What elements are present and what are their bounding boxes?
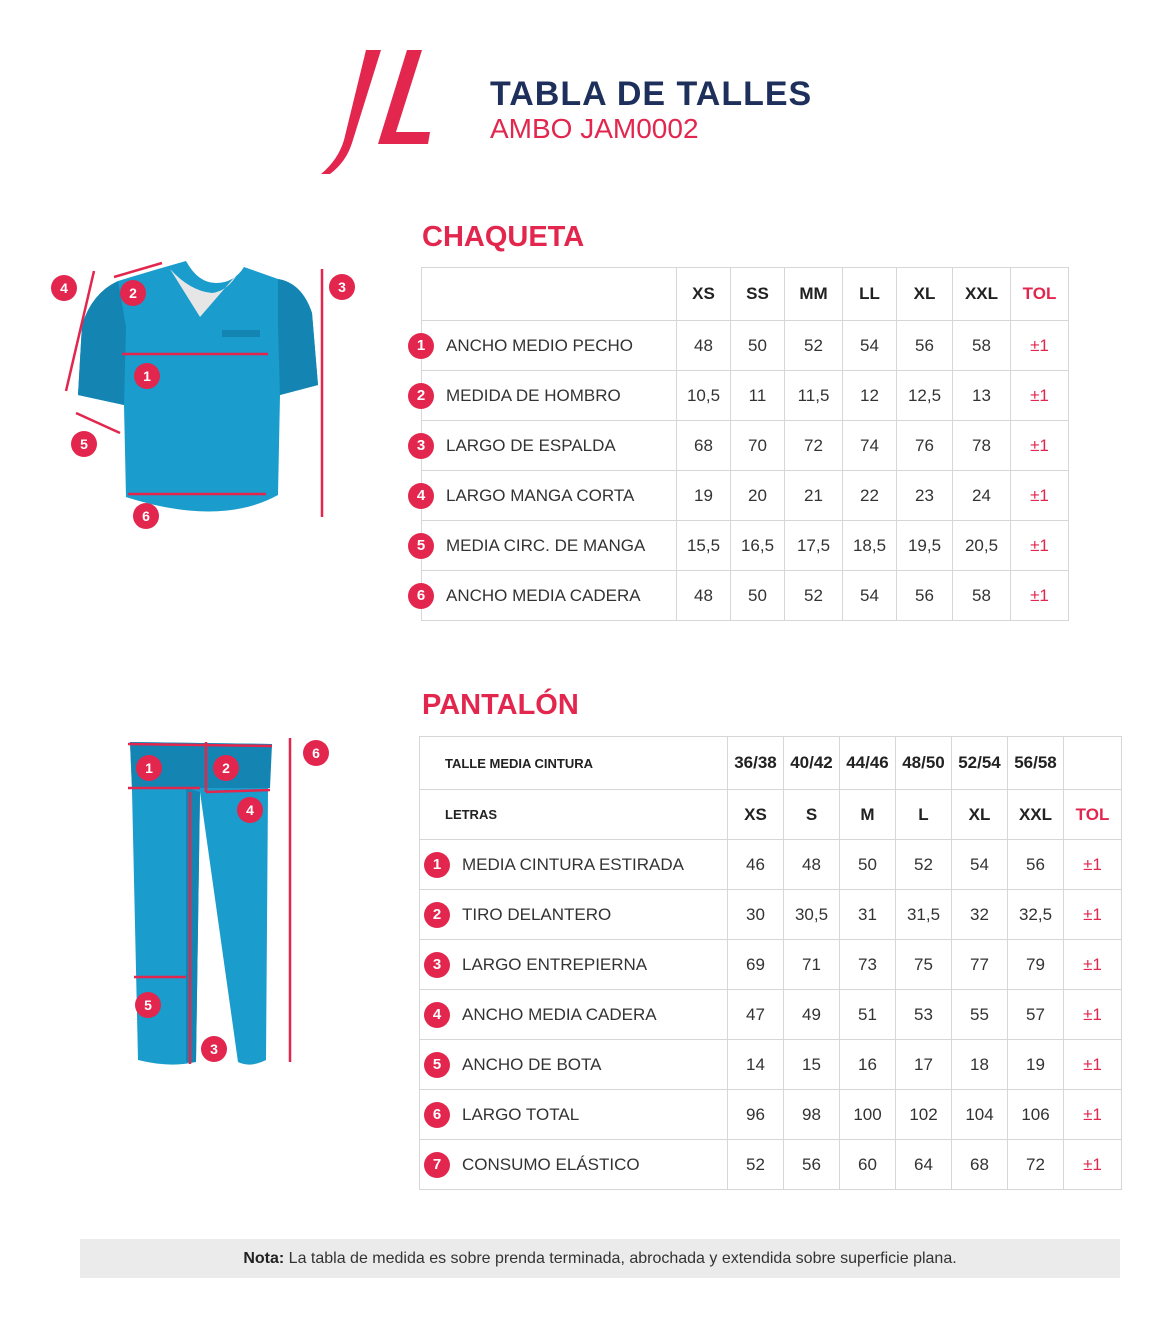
value-cell: 56 <box>897 321 953 371</box>
table-row <box>422 521 1069 571</box>
value-cell: 68 <box>677 421 731 471</box>
tolerance-cell: ±1 <box>1064 1140 1122 1190</box>
value-cell: 32 <box>952 890 1008 940</box>
svg-text:6: 6 <box>312 745 320 761</box>
marker-2 <box>120 280 146 306</box>
row-number-badge: 2 <box>408 383 434 409</box>
value-cell: 12,5 <box>897 371 953 421</box>
row-label <box>420 890 728 940</box>
waist-size-cell: 40/42 <box>784 737 840 790</box>
waist-size-cell: 52/54 <box>952 737 1008 790</box>
value-cell: 15,5 <box>677 521 731 571</box>
right-sleeve <box>278 279 318 395</box>
size-header: XS <box>677 268 731 321</box>
value-cell: 16 <box>840 1040 896 1090</box>
waist-size-cell: 36/38 <box>728 737 784 790</box>
size-header: MM <box>785 268 843 321</box>
size-header: SS <box>731 268 785 321</box>
svg-text:5: 5 <box>144 997 152 1013</box>
marker-6 <box>303 740 329 766</box>
value-cell: 102 <box>896 1090 952 1140</box>
tolerance-cell: ±1 <box>1064 890 1122 940</box>
waist-size-cell: 56/58 <box>1008 737 1064 790</box>
value-cell: 77 <box>952 940 1008 990</box>
value-cell: 57 <box>1008 990 1064 1040</box>
svg-text:3: 3 <box>338 279 346 295</box>
value-cell: 19 <box>1008 1040 1064 1090</box>
value-cell: 48 <box>677 571 731 621</box>
row-label-text: ANCHO MEDIO PECHO <box>446 335 634 355</box>
row-number-badge: 5 <box>408 533 434 559</box>
value-cell: 18,5 <box>843 521 897 571</box>
marker-4 <box>51 275 77 301</box>
svg-text:4: 4 <box>60 280 68 296</box>
value-cell: 96 <box>728 1090 784 1140</box>
row-label-text: LARGO TOTAL <box>462 1104 580 1124</box>
svg-text:3: 3 <box>210 1041 218 1057</box>
value-cell: 73 <box>840 940 896 990</box>
row-label-text: CONSUMO ELÁSTICO <box>462 1154 640 1174</box>
row-label-text: ANCHO MEDIA CADERA <box>446 585 641 605</box>
left-sleeve <box>78 281 126 405</box>
marker-1 <box>136 755 162 781</box>
value-cell: 69 <box>728 940 784 990</box>
row-label <box>416 521 677 571</box>
size-header: XL <box>952 790 1008 840</box>
row-label-text: MEDIA CINTURA ESTIRADA <box>462 854 684 874</box>
value-cell: 46 <box>728 840 784 890</box>
size-header: M <box>840 790 896 840</box>
chaqueta-size-table <box>416 267 1069 621</box>
row-label <box>420 1090 728 1140</box>
note-label: Nota: <box>243 1250 285 1267</box>
value-cell: 10,5 <box>677 371 731 421</box>
marker-6 <box>133 503 159 529</box>
value-cell: 74 <box>843 421 897 471</box>
row-label <box>416 421 677 471</box>
table-row <box>420 1140 1122 1190</box>
letters-row <box>420 790 1122 840</box>
row-label <box>420 840 728 890</box>
row-number-badge: 1 <box>408 333 434 359</box>
marker-3 <box>329 274 355 300</box>
value-cell: 20 <box>731 471 785 521</box>
page-title: TABLA DE TALLES <box>490 75 813 113</box>
value-cell: 98 <box>784 1090 840 1140</box>
value-cell: 55 <box>952 990 1008 1040</box>
row-label <box>420 1040 728 1090</box>
value-cell: 53 <box>896 990 952 1040</box>
tolerance-cell: ±1 <box>1011 571 1069 621</box>
value-cell: 16,5 <box>731 521 785 571</box>
value-cell: 20,5 <box>953 521 1011 571</box>
value-cell: 54 <box>843 571 897 621</box>
row-label-text: LARGO DE ESPALDA <box>446 435 616 455</box>
row-number-badge: 4 <box>424 1002 450 1028</box>
value-cell: 106 <box>1008 1090 1064 1140</box>
tolerance-cell: ±1 <box>1011 471 1069 521</box>
tolerance-cell: ±1 <box>1064 1040 1122 1090</box>
row-label <box>416 571 677 621</box>
value-cell: 104 <box>952 1090 1008 1140</box>
value-cell: 56 <box>897 571 953 621</box>
value-cell: 52 <box>896 840 952 890</box>
svg-text:5: 5 <box>80 436 88 452</box>
value-cell: 50 <box>731 571 785 621</box>
marker-2 <box>213 755 239 781</box>
value-cell: 52 <box>785 571 843 621</box>
tolerance-cell: ±1 <box>1064 1090 1122 1140</box>
pantalon-size-table <box>419 736 1122 1190</box>
tolerance-cell: ±1 <box>1011 321 1069 371</box>
footer-note <box>80 1239 1120 1278</box>
table-header-row <box>422 268 1069 321</box>
value-cell: 58 <box>953 571 1011 621</box>
value-cell: 50 <box>731 321 785 371</box>
row-label-text: TIRO DELANTERO <box>462 904 612 924</box>
table-row <box>422 571 1069 621</box>
svg-text:1: 1 <box>143 368 151 384</box>
tolerance-header: TOL <box>1064 790 1122 840</box>
value-cell: 31 <box>840 890 896 940</box>
table-row <box>422 471 1069 521</box>
value-cell: 21 <box>785 471 843 521</box>
value-cell: 72 <box>1008 1140 1064 1190</box>
row-label-text: LARGO MANGA CORTA <box>446 485 635 505</box>
row-number-badge: 3 <box>408 433 434 459</box>
row-number-badge: 6 <box>424 1102 450 1128</box>
marker-4 <box>237 797 263 823</box>
size-header: LL <box>843 268 897 321</box>
marker-3 <box>201 1036 227 1062</box>
pants-diagram <box>110 730 350 1070</box>
value-cell: 11 <box>731 371 785 421</box>
svg-text:4: 4 <box>246 802 254 818</box>
value-cell: 54 <box>952 840 1008 890</box>
value-cell: 60 <box>840 1140 896 1190</box>
value-cell: 32,5 <box>1008 890 1064 940</box>
table-row <box>420 1090 1122 1140</box>
row-label-text: MEDIA CIRC. DE MANGA <box>446 535 646 555</box>
value-cell: 78 <box>953 421 1011 471</box>
table-row <box>420 940 1122 990</box>
value-cell: 64 <box>896 1140 952 1190</box>
value-cell: 11,5 <box>785 371 843 421</box>
table-row <box>420 1040 1122 1090</box>
product-code: AMBO JAM0002 <box>490 113 699 144</box>
row-label <box>420 940 728 990</box>
tolerance-cell: ±1 <box>1011 421 1069 471</box>
value-cell: 51 <box>840 990 896 1040</box>
size-header: L <box>896 790 952 840</box>
size-header: XS <box>728 790 784 840</box>
value-cell: 48 <box>784 840 840 890</box>
row-label <box>420 1140 728 1190</box>
svg-text:6: 6 <box>142 508 150 524</box>
row-label-text: LARGO ENTREPIERNA <box>462 954 648 974</box>
tolerance-header: TOL <box>1011 268 1069 321</box>
empty-header-cell <box>1064 737 1122 790</box>
row-number-badge: 6 <box>408 583 434 609</box>
waist-size-cell: 48/50 <box>896 737 952 790</box>
tolerance-cell: ±1 <box>1064 990 1122 1040</box>
row-label-text: MEDIDA DE HOMBRO <box>446 385 621 405</box>
value-cell: 58 <box>953 321 1011 371</box>
value-cell: 19 <box>677 471 731 521</box>
table-row <box>422 371 1069 421</box>
svg-text:2: 2 <box>222 760 230 776</box>
jacket-diagram <box>40 255 370 545</box>
size-header: XXL <box>1008 790 1064 840</box>
waist-size-row <box>420 737 1122 790</box>
pocket <box>222 330 260 337</box>
size-header: S <box>784 790 840 840</box>
chaqueta-title: CHAQUETA <box>422 221 585 253</box>
row-label-text: ANCHO MEDIA CADERA <box>462 1004 657 1024</box>
value-cell: 31,5 <box>896 890 952 940</box>
value-cell: 30 <box>728 890 784 940</box>
value-cell: 54 <box>843 321 897 371</box>
pantalon-title: PANTALÓN <box>422 689 579 721</box>
value-cell: 100 <box>840 1090 896 1140</box>
row-label-text: ANCHO DE BOTA <box>462 1054 602 1074</box>
tolerance-cell: ±1 <box>1011 371 1069 421</box>
tolerance-cell: ±1 <box>1064 840 1122 890</box>
table-row <box>422 421 1069 471</box>
value-cell: 56 <box>784 1140 840 1190</box>
table-row <box>420 990 1122 1040</box>
value-cell: 22 <box>843 471 897 521</box>
value-cell: 56 <box>1008 840 1064 890</box>
value-cell: 49 <box>784 990 840 1040</box>
value-cell: 68 <box>952 1140 1008 1190</box>
value-cell: 52 <box>728 1140 784 1190</box>
tolerance-cell: ±1 <box>1011 521 1069 571</box>
marker-5 <box>71 431 97 457</box>
value-cell: 13 <box>953 371 1011 421</box>
row-number-badge: 3 <box>424 952 450 978</box>
row-label <box>416 321 677 371</box>
marker-1 <box>134 363 160 389</box>
row-number-badge: 1 <box>424 852 450 878</box>
marker-5 <box>135 992 161 1018</box>
row-number-badge: 7 <box>424 1152 450 1178</box>
value-cell: 14 <box>728 1040 784 1090</box>
value-cell: 23 <box>897 471 953 521</box>
table-row <box>420 840 1122 890</box>
size-header: XXL <box>953 268 1011 321</box>
value-cell: 30,5 <box>784 890 840 940</box>
row-label <box>416 371 677 421</box>
value-cell: 75 <box>896 940 952 990</box>
row-label <box>420 990 728 1040</box>
table-row <box>422 321 1069 371</box>
row-label <box>416 471 677 521</box>
note-text: La tabla de medida es sobre prenda terminada, abrochada y extendida sobre superficie plana. <box>284 1250 957 1267</box>
table-row <box>420 890 1122 940</box>
value-cell: 76 <box>897 421 953 471</box>
value-cell: 71 <box>784 940 840 990</box>
row-number-badge: 2 <box>424 902 450 928</box>
size-header: XL <box>897 268 953 321</box>
value-cell: 18 <box>952 1040 1008 1090</box>
waist-size-cell: 44/46 <box>840 737 896 790</box>
letters-label: LETRAS <box>420 790 728 840</box>
inner-leg-shade <box>186 788 200 1062</box>
jl-logo <box>318 48 433 178</box>
value-cell: 19,5 <box>897 521 953 571</box>
value-cell: 17,5 <box>785 521 843 571</box>
value-cell: 72 <box>785 421 843 471</box>
row-number-badge: 5 <box>424 1052 450 1078</box>
value-cell: 48 <box>677 321 731 371</box>
row-number-badge: 4 <box>408 483 434 509</box>
value-cell: 70 <box>731 421 785 471</box>
value-cell: 12 <box>843 371 897 421</box>
value-cell: 15 <box>784 1040 840 1090</box>
value-cell: 52 <box>785 321 843 371</box>
value-cell: 47 <box>728 990 784 1040</box>
waist-label: TALLE MEDIA CINTURA <box>420 737 728 790</box>
tolerance-cell: ±1 <box>1064 940 1122 990</box>
value-cell: 24 <box>953 471 1011 521</box>
value-cell: 79 <box>1008 940 1064 990</box>
empty-header-cell <box>422 268 677 321</box>
value-cell: 17 <box>896 1040 952 1090</box>
value-cell: 50 <box>840 840 896 890</box>
svg-text:1: 1 <box>145 760 153 776</box>
svg-text:2: 2 <box>129 285 137 301</box>
